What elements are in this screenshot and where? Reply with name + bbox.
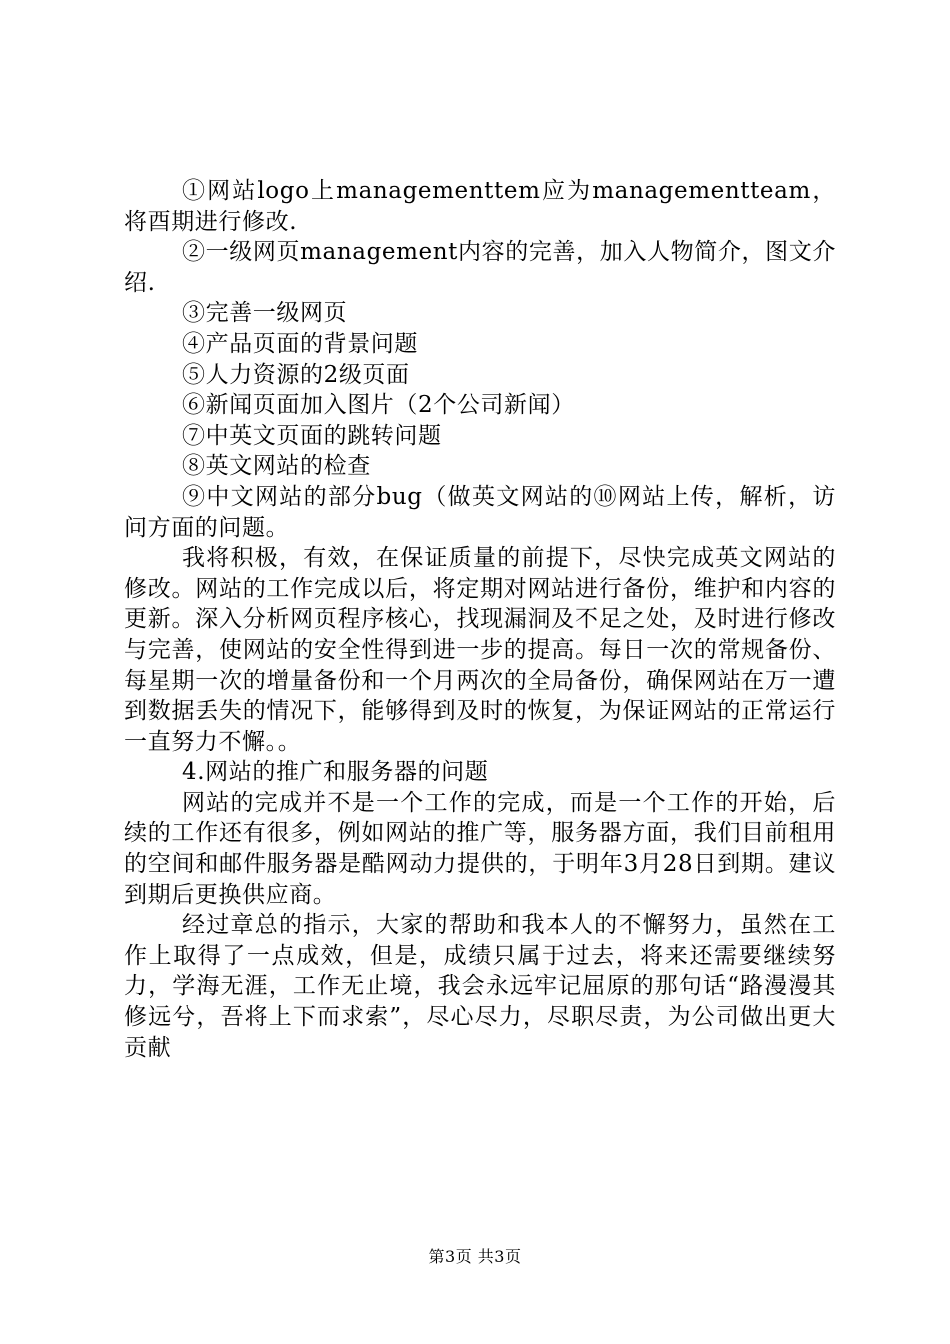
paragraph-item-4: ④产品页面的背景问题: [182, 330, 418, 357]
paragraph-item-6: ⑥新闻页面加入图片（2个公司新闻）: [182, 392, 575, 419]
paragraph-item-7: ⑦中英文页面的跳转问题: [182, 422, 442, 449]
page-number: 第3页 共3页: [428, 1247, 522, 1266]
paragraph-item-8: ⑧英文网站的检查: [182, 453, 371, 480]
document-body: [124, 176, 836, 1063]
section-heading: 4.网站的推广和服务器的问题: [182, 759, 489, 786]
paragraph-item-1: ①网站logo上managementtem应为managementteam，将酉期进行修改.: [124, 178, 836, 235]
paragraph-item-9: ⑨中文网站的部分bug（做英文网站的⑩网站上传，解析，访问方面的问题。: [124, 483, 836, 541]
paragraph-item-5: ⑤人力资源的2级页面: [182, 361, 410, 388]
paragraph-conclusion: 经过章总的指示，大家的帮助和我本人的不懈努力，虽然在工作上取得了一点成效，但是，成绩只属于过去，将来还需要继续努力，学海无涯，工作无止境，我会永远牢记屈原的那句话“路漫漫其修远兮，吾将上下而求索”，尽心尽力，尽职尽责，为公司做出更大贡献: [124, 912, 836, 1061]
paragraph-item-3: ③完善一级网页: [182, 300, 348, 327]
paragraph-item-2: ②一级网页management内容的完善，加入人物简介，图文介绍.: [124, 239, 836, 296]
paragraph-promotion: 网站的完成并不是一个工作的完成，而是一个工作的开始，后续的工作还有很多，例如网站的推广等，服务器方面，我们目前租用的空间和邮件服务器是酷网动力提供的，于明年3月28日到期。建议到期后更换供应商。: [124, 789, 836, 908]
paragraph-commitment: 我将积极，有效，在保证质量的前提下，尽快完成英文网站的修改。网站的工作完成以后，将定期对网站进行备份，维护和内容的更新。深入分析网页程序核心，找现漏洞及不足之处，及时进行修改与完善，使网站的安全性得到进一步的提高。每日一次的常规备份、每星期一次的增量备份和一个月两次的全局备份，确保网站在万一遭到数据丢失的情况下，能够得到及时的恢复，为保证网站的正常运行一直努力不懈。。: [124, 545, 836, 755]
